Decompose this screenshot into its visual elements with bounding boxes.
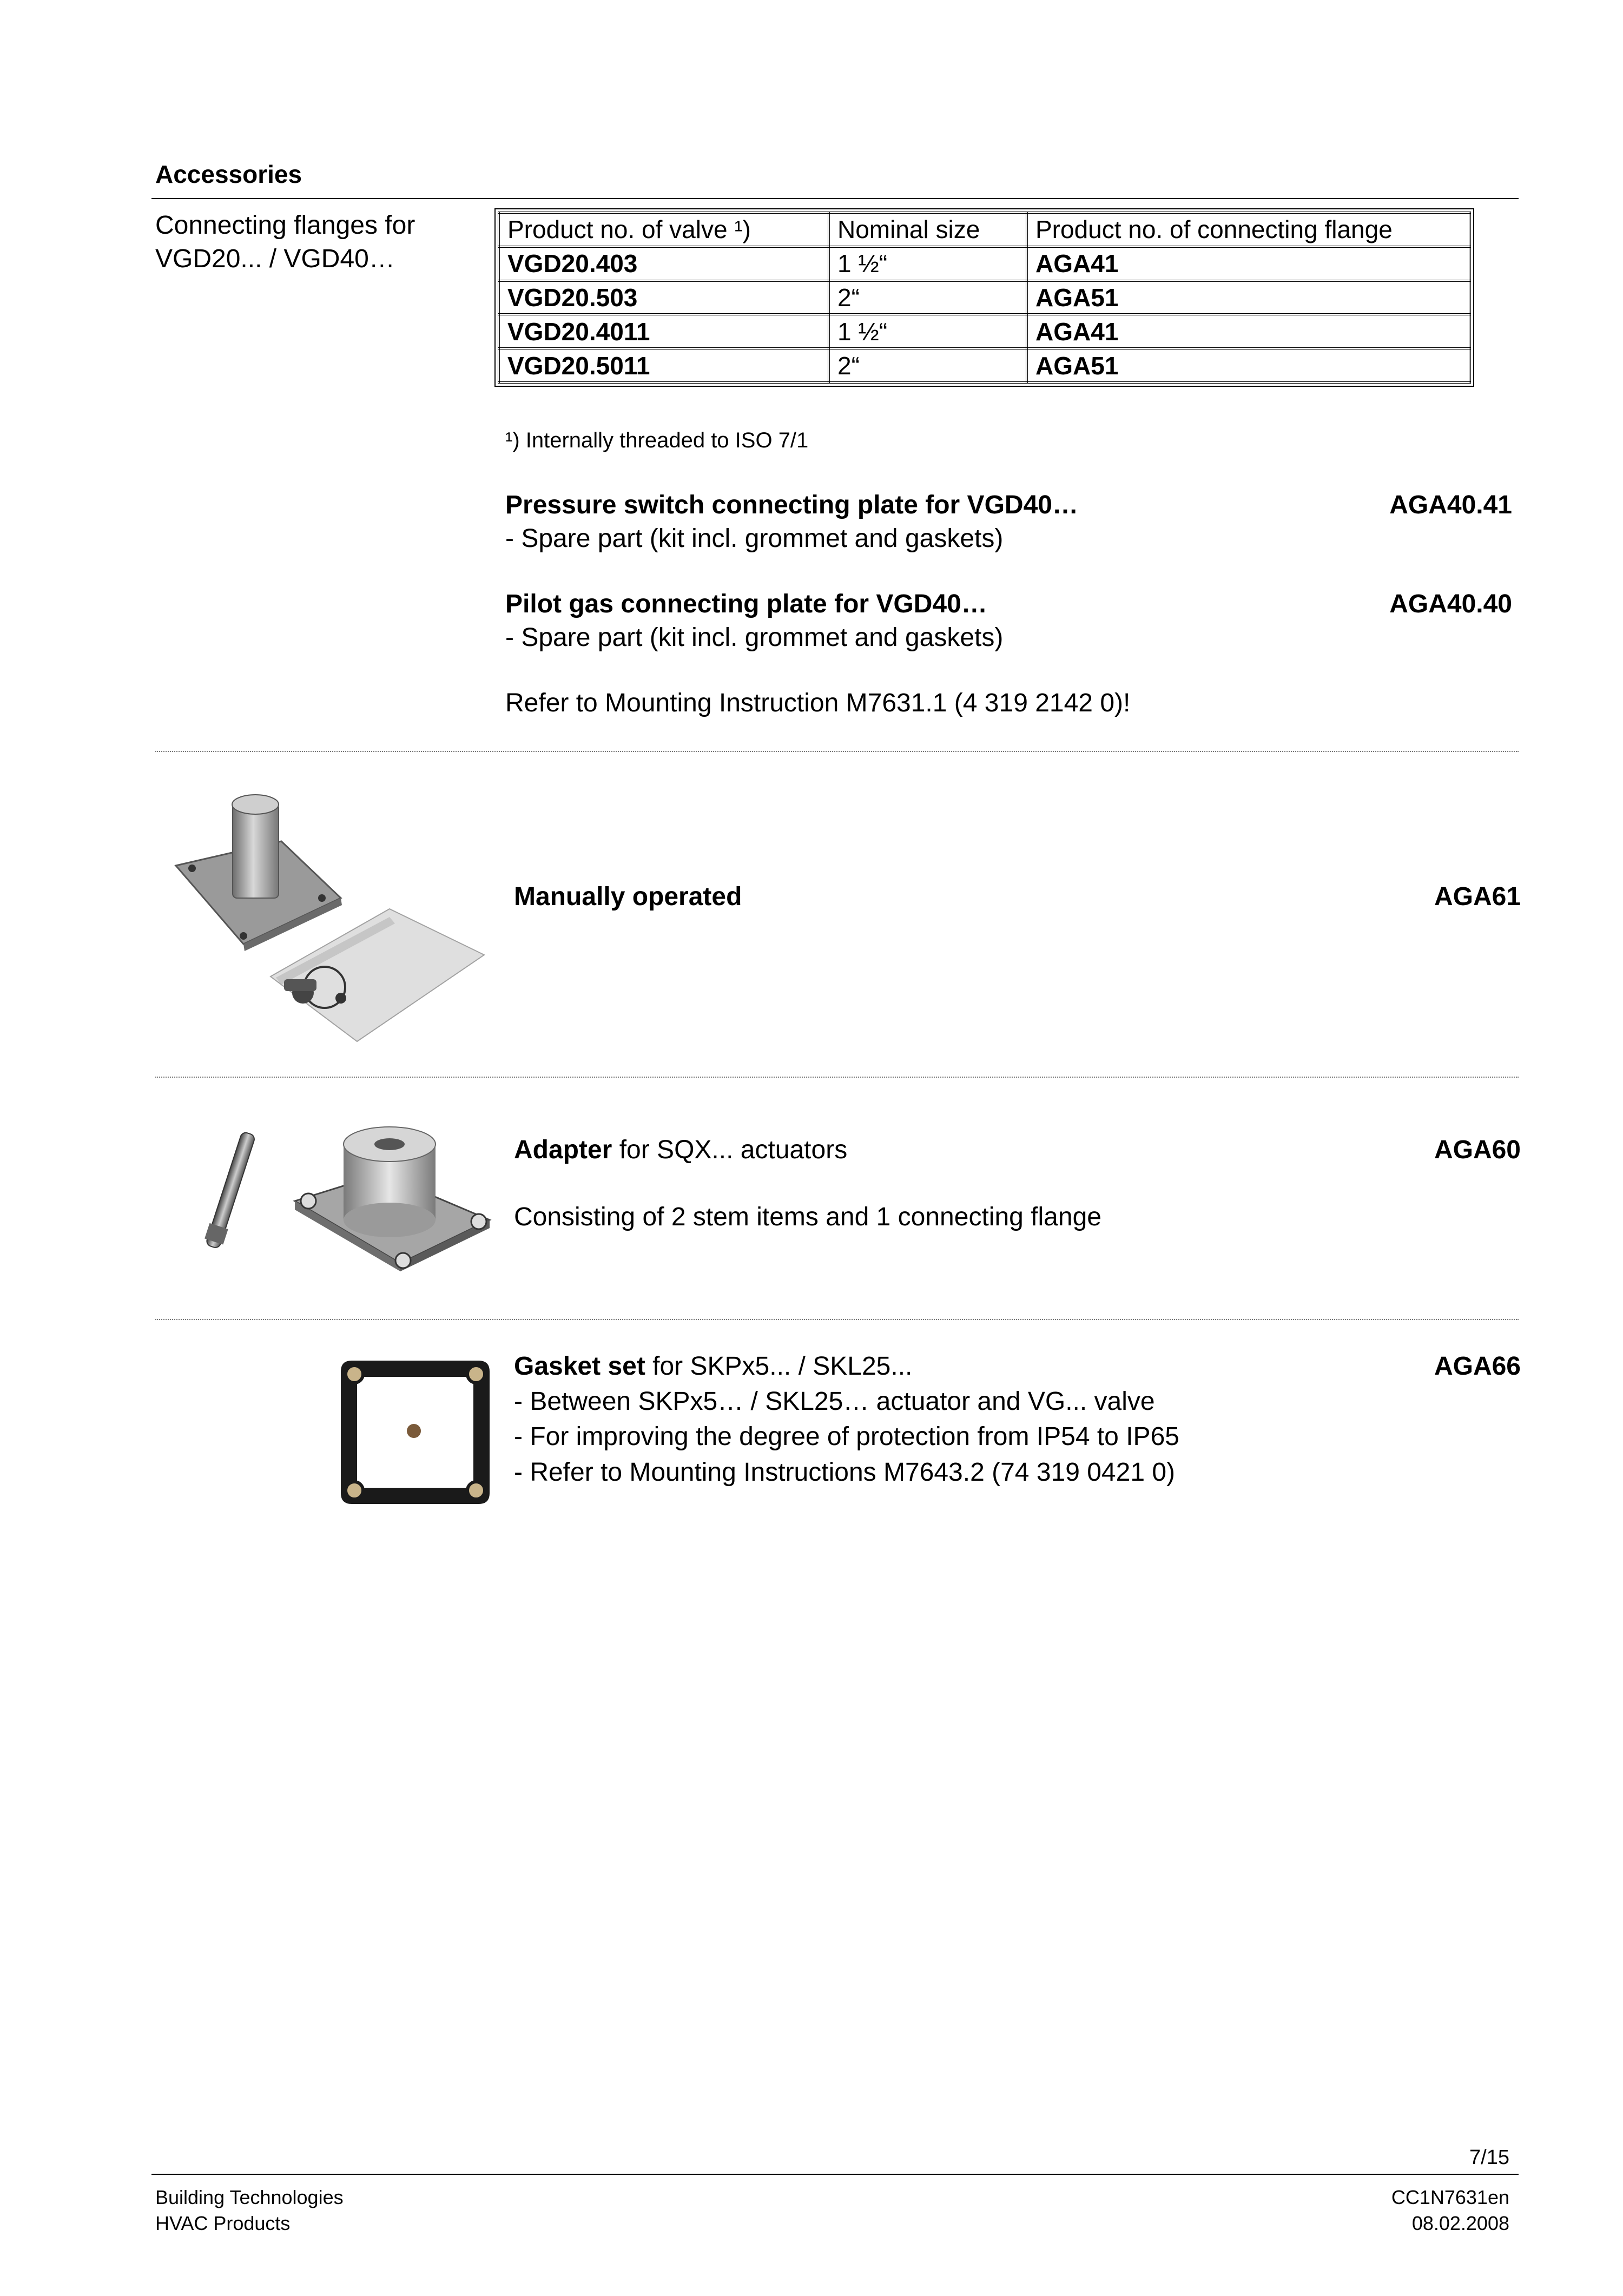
adapter-title [514, 1135, 847, 1165]
table-header: Product no. of connecting flange [1027, 213, 1470, 247]
flanges-label-line1: Connecting flanges for [155, 211, 415, 240]
plate-code: AGA40.40 [1389, 590, 1512, 618]
adapter-title-rest: for SQX... actuators [612, 1136, 848, 1164]
size-cell: 1 ½“ [829, 247, 1027, 281]
footer-division: HVAC Products [155, 2212, 291, 2234]
flange-cell: AGA41 [1027, 247, 1470, 281]
valve-cell: VGD20.4011 [499, 314, 829, 348]
section-divider [155, 1319, 1519, 1320]
table-header: Product no. of valve ¹) [499, 213, 829, 247]
gasket-line: - Between SKPx5… / SKL25… actuator and VG... valve [514, 1387, 1155, 1416]
footer-rule [151, 2174, 1519, 2175]
adapter-title-bold: Adapter [514, 1136, 612, 1164]
gasket-line: - For improving the degree of protection from IP54 to IP65 [514, 1422, 1179, 1451]
plate-desc: - Spare part (kit incl. grommet and gaskets) [505, 524, 1004, 553]
manual-operated-kit-image [162, 782, 509, 1047]
flanges-label-line2: VGD20... / VGD40… [155, 245, 395, 273]
gasket-line: - Refer to Mounting Instructions M7643.2 (74 319 0421 0) [514, 1458, 1176, 1487]
section-title: Accessories [155, 160, 302, 188]
gasket-title-rest: for SKPx5... / SKL25... [645, 1352, 913, 1381]
manual-operated-title: Manually operated [514, 882, 742, 911]
size-cell: 1 ½“ [829, 314, 1027, 348]
table-row [499, 348, 1470, 382]
gasket-code: AGA66 [1434, 1352, 1521, 1381]
size-cell: 2“ [829, 281, 1027, 315]
table-row [499, 314, 1470, 348]
flange-cell: AGA41 [1027, 314, 1470, 348]
plate-title: Pilot gas connecting plate for VGD40… [505, 590, 987, 618]
footer-date: 08.02.2008 [1411, 2212, 1509, 2234]
plate-title: Pressure switch connecting plate for VGD40… [505, 491, 1078, 519]
page-number: 7/15 [1469, 2146, 1509, 2169]
adapter-code: AGA60 [1434, 1136, 1521, 1164]
plate-code: AGA40.41 [1389, 491, 1512, 519]
gasket-set-image [335, 1355, 495, 1509]
table-row [499, 247, 1470, 281]
flange-table [494, 208, 1474, 387]
valve-cell: VGD20.503 [499, 281, 829, 315]
section-divider [155, 751, 1519, 752]
footer-company: Building Technologies [155, 2186, 344, 2208]
refer-note: Refer to Mounting Instruction M7631.1 (4 319 2142 0)! [505, 689, 1131, 717]
size-cell: 2“ [829, 348, 1027, 382]
manual-operated-code: AGA61 [1434, 882, 1521, 911]
table-header: Nominal size [829, 213, 1027, 247]
table-row [499, 281, 1470, 315]
adapter-image [197, 1109, 500, 1282]
plate-desc: - Spare part (kit incl. grommet and gaskets) [505, 623, 1004, 652]
valve-cell: VGD20.403 [499, 247, 829, 281]
flange-cell: AGA51 [1027, 281, 1470, 315]
table-footnote: ¹) Internally threaded to ISO 7/1 [505, 428, 809, 452]
gasket-title-bold: Gasket set [514, 1352, 645, 1381]
valve-cell: VGD20.5011 [499, 348, 829, 382]
adapter-desc: Consisting of 2 stem items and 1 connecting flange [514, 1203, 1101, 1231]
header-rule [151, 198, 1519, 199]
table-header-row [499, 213, 1470, 247]
footer-doc-id: CC1N7631en [1391, 2186, 1509, 2208]
section-divider [155, 1077, 1519, 1078]
gasket-title [514, 1351, 912, 1381]
flange-cell: AGA51 [1027, 348, 1470, 382]
